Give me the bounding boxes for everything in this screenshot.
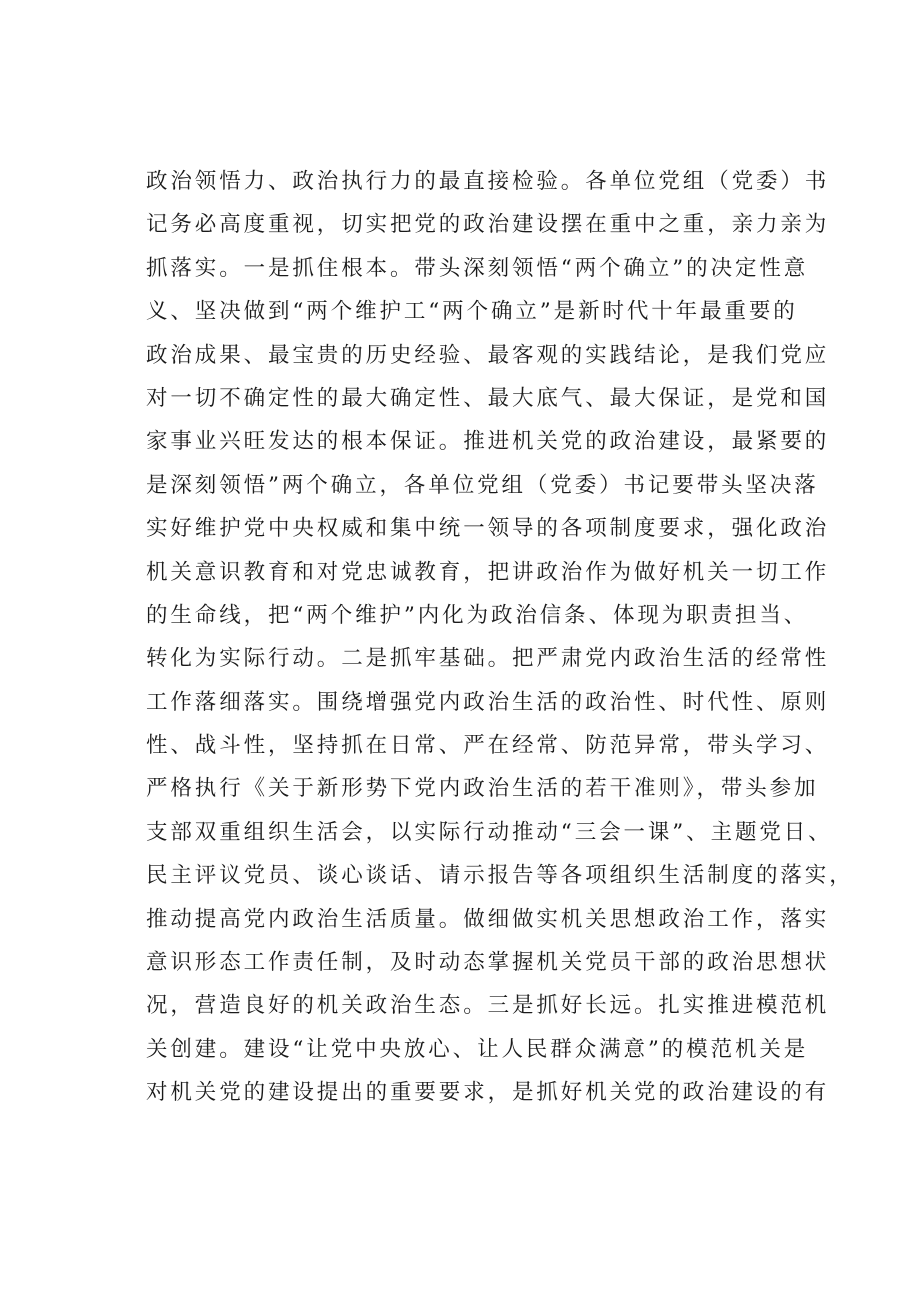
text-line: 支部双重组织生活会，以实际行动推动“三会一课”、主题党日、	[146, 819, 833, 845]
text-line: 对一切不确定性的最大确定性、最大底气、最大保证，是党和国	[146, 385, 830, 411]
text-line: 的生命线，把“两个维护”内化为政治信条、体现为职责担当、	[146, 602, 809, 628]
text-line: 家事业兴旺发达的根本保证。推进机关党的政治建设，最紧要的	[146, 429, 830, 455]
text-line: 转化为实际行动。二是抓牢基础。把严肃党内政治生活的经常性	[146, 646, 830, 672]
text-line: 实好维护党中央权威和集中统一领导的各项制度要求，强化政治	[146, 516, 830, 542]
text-line: 记务必高度重视，切实把党的政治建设摆在重中之重，亲力亲为	[146, 212, 830, 238]
text-line: 况，营造良好的机关政治生态。三是抓好长远。扎实推进模范机	[146, 993, 830, 1019]
text-line: 抓落实。一是抓住根本。带头深刻领悟“两个确立”的决定性意	[146, 255, 809, 281]
text-line: 机关意识教育和对党忠诚教育，把讲政治作为做好机关一切工作	[146, 559, 830, 585]
text-line: 政治领悟力、政治执行力的最直接检验。各单位党组（党委）书	[146, 169, 830, 194]
text-line: 是深刻领悟”两个确立，各单位党组（党委）书记要带头坚决落	[146, 472, 819, 498]
text-line: 意识形态工作责任制，及时动态掌握机关党员干部的政治思想状	[146, 950, 830, 976]
text-line: 性、战斗性，坚持抓在日常、严在经常、防范异常，带头学习、	[146, 733, 830, 759]
text-line: 民主评议党员、谈心谈话、请示报告等各项组织生活制度的落实，	[146, 863, 854, 889]
text-line: 推动提高党内政治生活质量。做细做实机关思想政治工作，落实	[146, 906, 830, 932]
text-line: 工作落细落实。围绕增强党内政治生活的政治性、时代性、原则	[146, 689, 830, 715]
body-paragraph	[146, 160, 854, 1115]
text-line: 政治成果、最宝贵的历史经验、最客观的实践结论，是我们党应	[146, 342, 830, 368]
text-line: 关创建。建设“让党中央放心、让人民群众满意”的模范机关是	[146, 1036, 809, 1062]
text-line: 义、坚决做到“两个维护工“两个确立”是新时代十年最重要的	[146, 299, 798, 325]
text-line: 对机关党的建设提出的重要要求，是抓好机关党的政治建设的有	[146, 1080, 830, 1106]
text-line: 严格执行《关于新形势下党内政治生活的若干准则》，带头参加	[146, 776, 819, 802]
